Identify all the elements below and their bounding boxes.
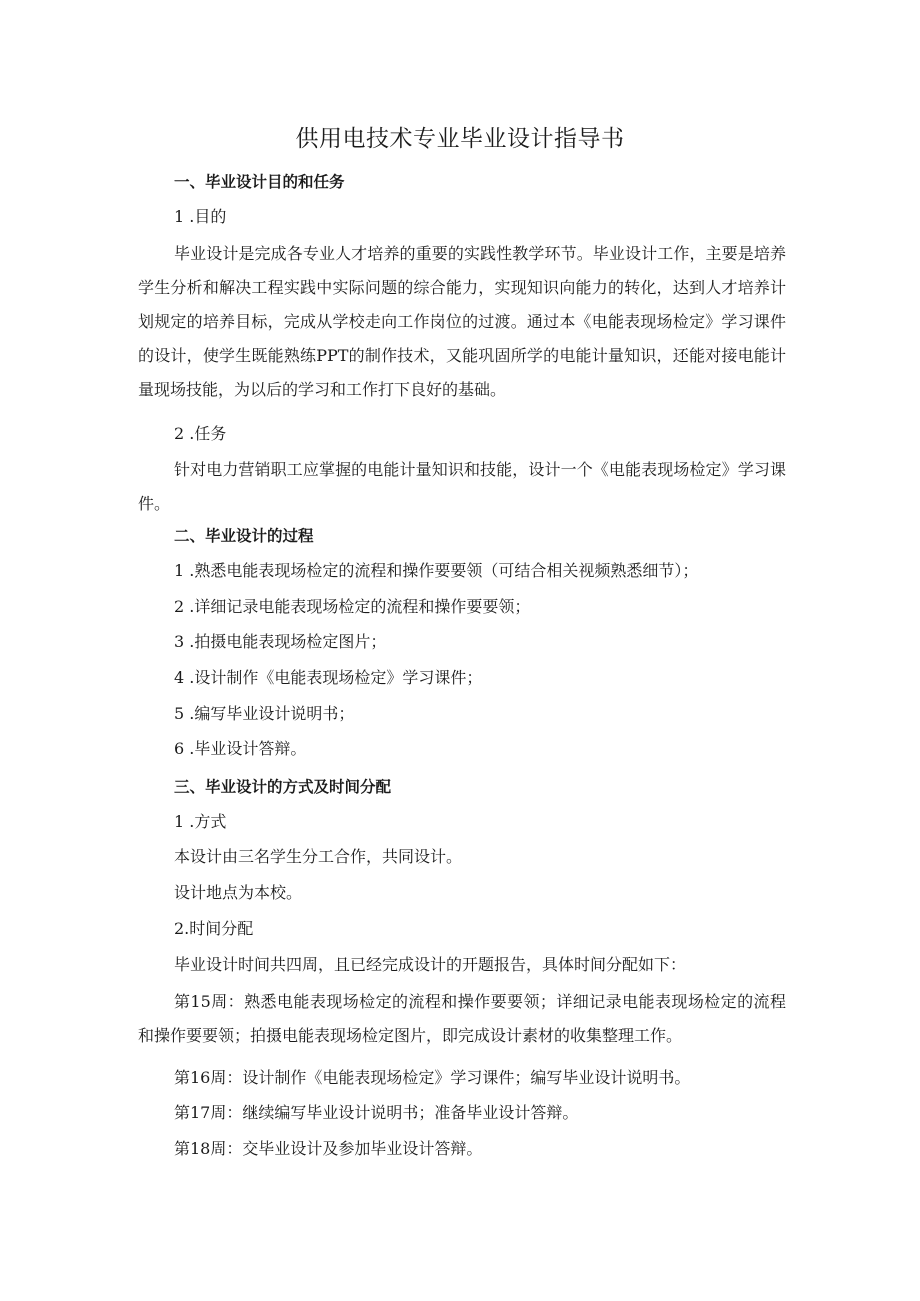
schedule-week-18: 第18周：交毕业设计及参加毕业设计答辩。 xyxy=(174,1139,483,1158)
process-item-6: 6 .毕业设计答辩。 xyxy=(174,739,307,758)
section-heading-1: 一、毕业设计目的和任务 xyxy=(174,173,345,191)
process-item-4: 4 .设计制作《电能表现场检定》学习课件； xyxy=(174,668,483,687)
process-item-5: 5 .编写毕业设计说明书； xyxy=(174,704,355,723)
method-line-2: 设计地点为本校。 xyxy=(174,883,303,902)
page-title: 供用电技术专业毕业设计指导书 xyxy=(295,126,625,152)
schedule-week-15: 第15周：熟悉电能表现场检定的流程和操作要要领；详细记录电能表现场检定的流程和操作要要领；拍摄电能表现场检定图片，即完成设计素材的收集整理工作。 xyxy=(138,992,786,1045)
schedule-week-17: 第17周：继续编写毕业设计说明书；准备毕业设计答辩。 xyxy=(174,1103,579,1122)
paragraph-task: 针对电力营销职工应掌握的电能计量知识和技能，设计一个《电能表现场检定》学习课件。 xyxy=(138,460,786,513)
process-item-3: 3 .拍摄电能表现场检定图片； xyxy=(174,632,387,651)
section-heading-2: 二、毕业设计的过程 xyxy=(174,527,314,545)
section-heading-3: 三、毕业设计的方式及时间分配 xyxy=(174,778,392,796)
subheading-schedule: 2.时间分配 xyxy=(174,919,254,938)
subheading-method: 1 .方式 xyxy=(174,812,227,831)
process-item-2: 2 .详细记录电能表现场检定的流程和操作要要领； xyxy=(174,597,531,616)
process-item-1: 1 .熟悉电能表现场检定的流程和操作要要领（可结合相关视频熟悉细节）； xyxy=(174,561,699,580)
schedule-week-16: 第16周：设计制作《电能表现场检定》学习课件；编写毕业设计说明书。 xyxy=(174,1068,691,1087)
schedule-intro: 毕业设计时间共四周，且已经完成设计的开题报告，具体时间分配如下： xyxy=(174,955,687,974)
subheading-task: 2 .任务 xyxy=(174,424,227,443)
subheading-purpose: 1 .目的 xyxy=(174,207,227,226)
paragraph-purpose: 毕业设计是完成各专业人才培养的重要的实践性教学环节。毕业设计工作，主要是培养学生分析和解决工程实践中实际问题的综合能力，实现知识向能力的转化，达到人才培养计划规定的培养目标，完成从学校走向工作岗位的过渡。通过本《电能表现场检定》学习课件的设计，使学生既能熟练PPT的制作技术，又能巩固所学的电能计量知识，还能对接电能计量现场技能，为以后的学习和工作打下良好的基础。 xyxy=(138,244,786,399)
method-line-1: 本设计由三名学生分工合作，共同设计。 xyxy=(174,847,463,866)
